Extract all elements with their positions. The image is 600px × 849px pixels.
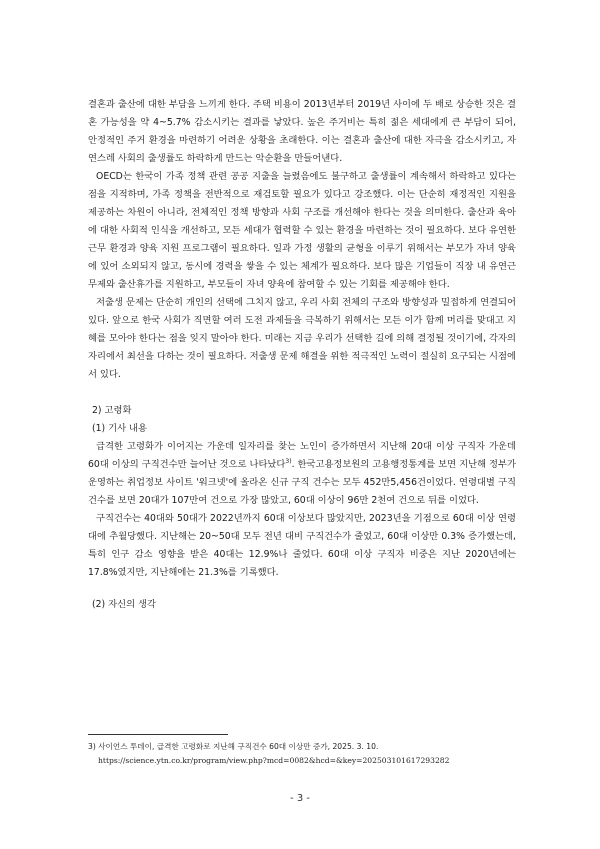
page-number: - 3 - [290, 793, 310, 804]
footnote [88, 740, 518, 768]
document-body [88, 96, 516, 614]
paragraph [88, 438, 516, 510]
paragraph: 결혼과 출산에 대한 부담을 느끼게 한다. 주택 비용이 2013년부터 2019년 사이에 두 배로 상승한 것은 결혼 가능성을 약 4~5.7% 감소시키는 결과를 낳았다. 높은 주거비는 특히 젊은 세대에게 큰 부담이 되어, 안정적인 주거 환경을 마련하기 어려운 상황을 초래한다. 이는 결혼과 출산에 대한 자극을 감소시키고, 자연스레 사회의 출생률도 하락하게 만드는 악순환을 만들어낸다. [88, 99, 516, 164]
subheading-article: (1) 기사 내용 [92, 423, 148, 434]
footnote-text: 3) 사이언스 투데이, 급격한 고령화로 지난해 구직건수 60대 이상만 증가, 2025. 3. 10. [88, 742, 379, 751]
paragraph-text: . 한국고용정보원의 고용행정통계를 보면 지난해 정부가 운영하는 취업정보 사이트 '워크넷'에 올라온 신규 구직 건수는 모두 452만5,456건이었다. 연령대별 구직건수를 보면 20대가 107만여 건으로 가장 많았고, 60대 이상이 96만 2천여 건으로 뒤를 이었다. [88, 459, 516, 506]
section-heading: 2) 고령화 [92, 405, 132, 416]
paragraph-text: 급격한 고령화가 이어지는 가운데 일자리를 찾는 노인이 증가하면서 지난해 20대 이상 구직자 가운데 60대 이상의 구직건수만 늘어난 것으로 나타났다 [88, 441, 516, 470]
paragraph: 저출생 문제는 단순히 개인의 선택에 그치지 않고, 우리 사회 전체의 구조와 방향성과 밀접하게 연결되어 있다. 앞으로 한국 사회가 직면할 여러 도전 과제들을 극복하기 위해서는 모든 이가 함께 머리를 맞대고 지혜를 모아야 한다는 점을 잊지 말아야 한다. 미래는 지금 우리가 선택한 길에 의해 결정될 것이기에, 각자의 자리에서 최선을 다하는 것이 필요하다. 저출생 문제 해결을 위한 적극적인 노력이 절실히 요구되는 시점에 서 있다. [88, 297, 516, 380]
footnote-url: https://science.ytn.co.kr/program/view.php?mcd=0082&hcd=&key=202503101617293282 [98, 756, 450, 765]
footnote-marker: 3) [285, 457, 292, 465]
footnote-divider [88, 734, 228, 735]
paragraph: 구직건수는 40대와 50대가 2022년까지 60대 이상보다 많았지만, 2023년을 기점으로 60대 이상 연령대에 추월당했다. 지난해는 20~50대 모두 전년 대비 구직건수가 줄었고, 60대 이상만 0.3% 증가했는데, 특히 인구 감소 영향을 받은 40대는 12.9%나 줄었다. 60대 이상 구직자 비중은 지난 2020년에는 17.8%였지만, 지난해에는 21.3%를 기록했다. [88, 513, 516, 578]
paragraph: OECD는 한국이 가족 정책 관련 공공 지출을 늘렸음에도 불구하고 출생률이 계속해서 하락하고 있다는 점을 지적하며, 가족 정책을 전반적으로 재검토할 필요가 있다고 강조했다. 이는 단순히 재정적인 지원을 제공하는 차원이 아니라, 전체적인 정책 방향과 사회 구조를 개선해야 한다는 것을 의미한다. 출산과 육아에 대한 사회적 인식을 개선하고, 모든 세대가 협력할 수 있는 환경을 마련하는 것이 필요하다. 보다 유연한 근무 환경과 양육 지원 프로그램이 필요하다. 일과 가정 생활의 균형을 이루기 위해서는 부모가 자녀 양육에 있어 소외되지 않고, 동시에 경력을 쌓을 수 있는 체계가 필요하다. 보다 많은 기업들이 직장 내 유연근무제와 출산휴가를 지원하고, 부모들이 자녀 양육에 참여할 수 있는 기회를 제공해야 한다. [88, 171, 516, 290]
subheading-opinion: (2) 자신의 생각 [92, 599, 156, 610]
